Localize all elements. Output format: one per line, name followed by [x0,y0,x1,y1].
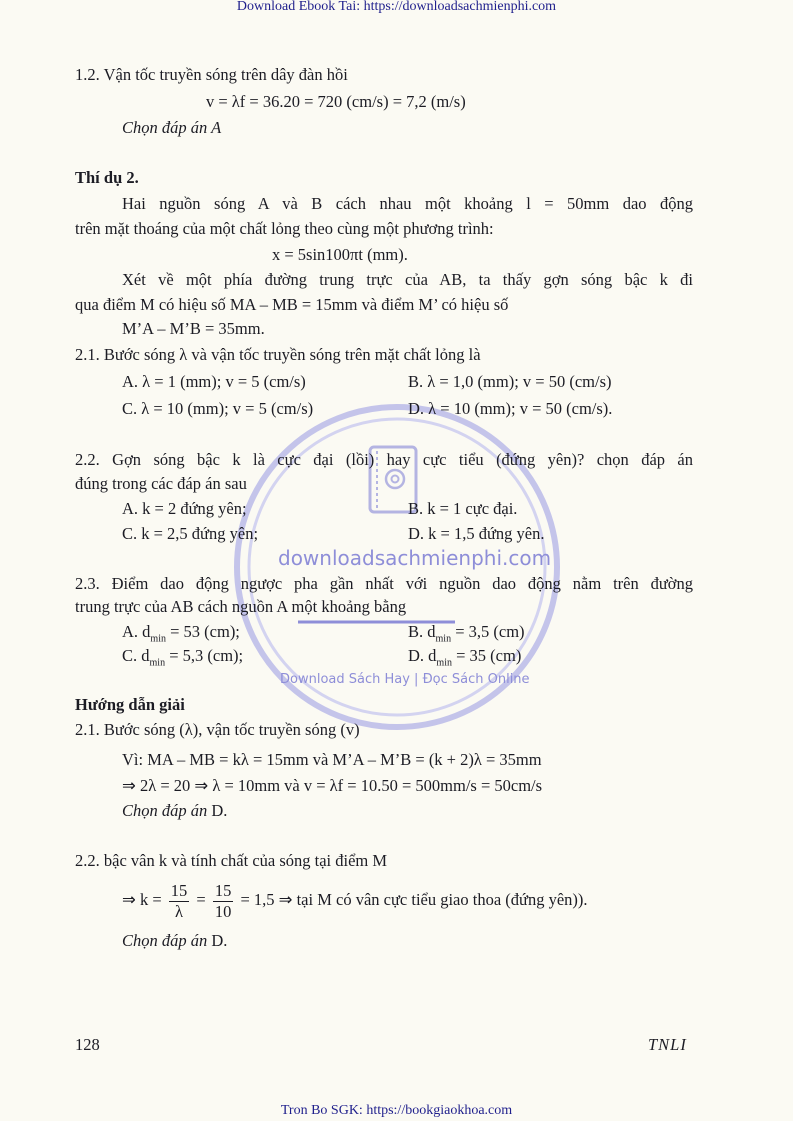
paragraph-line: Hai nguồn sóng A và B cách nhau một khoảng l = 50mm dao động [122,194,693,213]
option-c [122,646,243,673]
answer-label: Chọn đáp án [122,931,208,950]
denominator: 10 [214,901,232,921]
option-text: = 53 (cm); [165,622,240,641]
solution-fraction-line [122,878,588,922]
question-2-2-cont: đúng trong các đáp án sau [75,474,247,493]
question-2-3: 2.3. Điểm dao động ngược pha gần nhất với nguồn dao động nằm trên đường [75,574,693,593]
solution-2-1-title: 2.1. Bước sóng (λ), vận tốc truyền sóng (v) [75,720,360,739]
answer-value: D. [207,931,228,950]
option-d [408,646,521,673]
watermark-tagline: Download Sách Hay | Đọc Sách Online [280,672,530,687]
option-a: A. k = 2 đứng yên; [122,499,247,518]
subscript: min [150,633,166,645]
example-2-title: Thí dụ 2. [75,168,139,187]
option-text: A. d [122,622,151,641]
subscript: min [435,633,452,645]
solution-line: Vì: MA – MB = kλ = 15mm và M’A – M’B = (k + 2)λ = 35mm [122,750,542,769]
option-text: B. d [408,622,436,641]
subscript: min [149,657,166,669]
formula-velocity: v = λf = 36.20 = 720 (cm/s) = 7,2 (m/s) [206,92,466,111]
option-text: = 5,3 (cm); [165,646,244,665]
question-2-3-cont: trung trực của AB cách nguồn A một khoảng bằng [75,597,407,616]
option-a: A. λ = 1 (mm); v = 5 (cm/s) [122,372,306,391]
paragraph-line: trên mặt thoáng của một chất lỏng theo cùng một phương trình: [75,219,494,238]
paragraph-line: M’A – M’B = 35mm. [122,319,265,338]
option-d: D. k = 1,5 đứng yên. [408,524,545,543]
footer-link[interactable]: Tron Bo SGK: https://bookgiaokhoa.com [280,1103,513,1118]
fraction [169,881,190,922]
option-b: B. λ = 1,0 (mm); v = 50 (cm/s) [408,372,612,391]
option-text: C. d [122,646,150,665]
option-text: = 3,5 (cm) [451,622,525,641]
page-mark: TNLI [648,1035,687,1054]
solution-line: ⇒ 2λ = 20 ⇒ λ = 10mm và v = λf = 10.50 = 500mm/s = 50cm/s [122,776,543,795]
numerator: 15 [170,880,188,900]
header-download-link[interactable]: Download Ebook Tai: https://downloadsachmienphi.com [236,0,557,14]
denominator: λ [175,901,184,921]
question-2-2: 2.2. Gợn sóng bậc k là cực đại (lồi) hay cực tiểu (đứng yên)? chọn đáp án [75,450,693,469]
watermark-site-text: downloadsachmienphi.com [278,546,552,570]
option-c: C. k = 2,5 đứng yên; [122,524,259,543]
subscript: min [436,657,452,669]
option-text: = 35 (cm) [451,646,522,665]
option-c: C. λ = 10 (mm); v = 5 (cm/s) [122,399,314,418]
fraction [213,881,234,922]
equation: x = 5sin100πt (mm). [272,245,408,264]
answer-1-2: Chọn đáp án A [122,118,222,137]
formula-text: = [196,890,206,909]
solution-title: Hướng dẫn giải [75,695,185,714]
page-number: 128 [75,1035,100,1054]
option-text: D. d [408,646,437,665]
answer-2-2 [122,931,227,951]
section-1-2-title: 1.2. Vận tốc truyền sóng trên dây đàn hồi [75,65,348,84]
paragraph-line: qua điểm M có hiệu số MA – MB = 15mm và điểm M’ có hiệu số [75,295,509,314]
paragraph-line: Xét về một phía đường trung trực của AB, ta thấy gợn sóng bậc k đi [122,270,693,289]
formula-text: ⇒ k = [122,890,162,909]
solution-2-2-title: 2.2. bậc vân k và tính chất của sóng tại điểm M [75,851,388,870]
numerator: 15 [214,880,232,900]
question-2-1: 2.1. Bước sóng λ và vận tốc truyền sóng trên mặt chất lỏng là [75,345,481,364]
option-b: B. k = 1 cực đại. [408,499,518,518]
answer-value: D. [207,801,228,820]
answer-2-1 [122,801,227,821]
formula-text: = 1,5 ⇒ tại M có vân cực tiểu giao thoa (đứng yên)). [240,890,588,909]
answer-label: Chọn đáp án [122,801,208,820]
option-d: D. λ = 10 (mm); v = 50 (cm/s). [408,399,613,418]
